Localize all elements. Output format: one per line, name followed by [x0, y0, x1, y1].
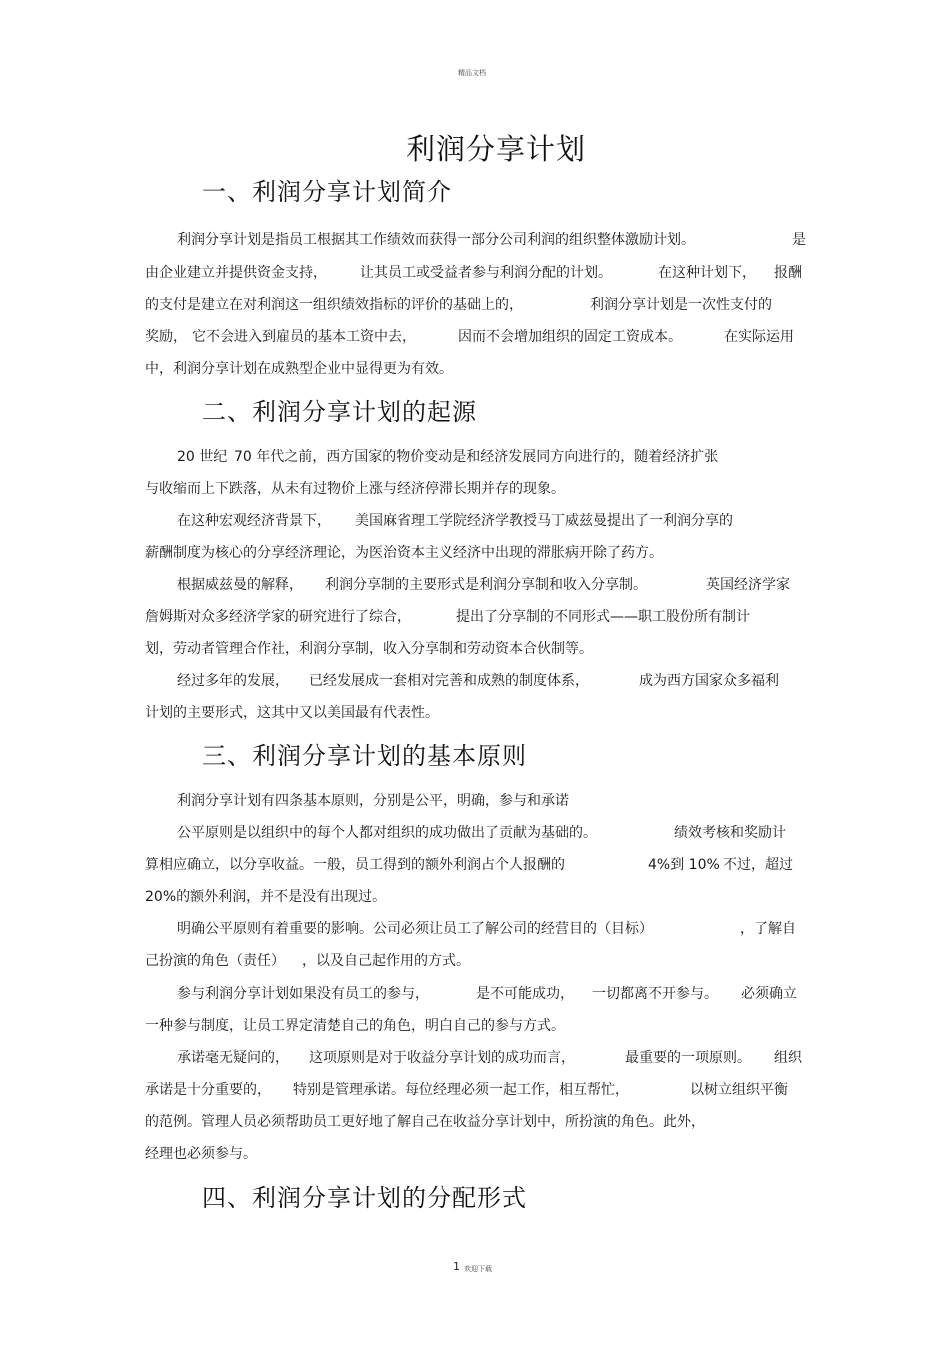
- text-line: 4%到 10%: [648, 857, 720, 873]
- text-line: 成为西方国家众多福利: [639, 673, 779, 689]
- text-line: 在实际运用: [724, 329, 794, 345]
- text-line: 特别是管理承诺。每位经理必须一起工作，相互帮忙，: [293, 1082, 629, 1098]
- text-line: 詹姆斯对众多经济学家的研究进行了综合，: [145, 609, 411, 625]
- text-line: 它不会进入到雇员的基本工资中去，: [192, 329, 416, 345]
- text-line: 因而不会增加组织的固定工资成本。: [458, 329, 682, 345]
- text-line: 划，劳动者管理合作社，利润分享制，收入分享制和劳动资本合伙制等。: [145, 641, 593, 657]
- text-line: 利润分享计划是一次性支付的: [590, 297, 772, 313]
- text-line: 20 世纪: [177, 449, 228, 465]
- text-line: 是不可能成功，: [476, 986, 574, 1002]
- text-line: 英国经济学家: [706, 577, 790, 593]
- text-line: 计划的主要形式，这其中又以美国最有代表性。: [145, 705, 439, 721]
- text-line: 这项原则是对于收益分享计划的成功而言，: [309, 1050, 575, 1066]
- text-line: 一切都离不开参与。: [592, 986, 718, 1002]
- text-line: 承诺是十分重要的，: [145, 1082, 271, 1098]
- text-line: 美国麻省理工学院经济学教授马丁威兹曼提出了一利润分享的: [355, 513, 733, 529]
- page-number: 1: [453, 1260, 460, 1273]
- text-line: 与收缩而上下跌落，从未有过物价上涨与经济停滞长期并存的现象。: [145, 481, 565, 497]
- text-line: 公平原则是以组织中的每个人都对组织的成功做出了贡献为基础的。: [177, 825, 597, 841]
- text-line: 组织: [774, 1050, 802, 1066]
- text-line: 20%的额外利润，并不是没有出现过。: [145, 889, 387, 905]
- text-line: 70 年代之前，西方国家的物价变动是和经济发展同方向进行的，随着经济扩张: [234, 449, 719, 465]
- text-line: 的范例。管理人员必须帮助员工更好地了解自己在收益分享计划中，所扮演的角色。此外，: [145, 1114, 705, 1130]
- text-line: 在这种宏观经济背景下，: [177, 513, 331, 529]
- text-line: 一种参与制度，让员工界定清楚自己的角色，明白自己的参与方式。: [145, 1018, 565, 1034]
- text-line: 最重要的一项原则。: [625, 1050, 751, 1066]
- text-line: ，以及自己起作用的方式。: [302, 953, 470, 969]
- text-line: 经过多年的发展，: [177, 673, 289, 689]
- page-title: 利润分享计划: [406, 132, 587, 166]
- text-line: 利润分享计划是指员工根据其工作绩效而获得一部分公司利润的组织整体激励计划。: [177, 232, 695, 248]
- text-line: 由企业建立并提供资金支持，: [145, 265, 327, 281]
- text-line: 的支付是建立在对利润这一组织绩效指标的评价的基础上的，: [145, 297, 523, 313]
- section-heading: 一、利润分享计划简介: [202, 178, 452, 206]
- text-line: 参与利润分享计划如果没有员工的参与，: [177, 986, 429, 1002]
- text-line: 承诺毫无疑问的，: [177, 1050, 289, 1066]
- text-line: 是: [792, 232, 806, 248]
- text-line: 明确公平原则有着重要的影响。公司必须让员工了解公司的经营目的（目标）: [177, 921, 653, 937]
- text-line: 己扮演的角色（责任）: [145, 953, 285, 969]
- text-line: 利润分享制的主要形式是利润分享制和收入分享制。: [325, 577, 647, 593]
- text-line: 奖励，: [145, 329, 187, 345]
- section-heading: 四、利润分享计划的分配形式: [202, 1184, 527, 1212]
- section-heading: 二、利润分享计划的起源: [202, 398, 477, 426]
- text-line: 让其员工或受益者参与利润分配的计划。: [360, 265, 612, 281]
- page-footer: 欢迎下载: [464, 1265, 492, 1273]
- text-line: 在这种计划下，: [658, 265, 756, 281]
- text-line: 根据威兹曼的解释，: [177, 577, 303, 593]
- text-line: 不过，超过: [723, 857, 793, 873]
- page-header: 精品文档: [458, 69, 486, 77]
- text-line: ，了解自: [740, 921, 796, 937]
- text-line: 以树立组织平衡: [690, 1082, 788, 1098]
- text-line: 绩效考核和奖励计: [674, 825, 786, 841]
- text-line: 已经发展成一套相对完善和成熟的制度体系，: [309, 673, 589, 689]
- text-line: 经理也必须参与。: [145, 1146, 257, 1162]
- text-line: 薪酬制度为核心的分享经济理论，为医治资本主义经济中出现的滞胀病开除了药方。: [145, 545, 663, 561]
- text-line: 中，利润分享计划在成熟型企业中显得更为有效。: [145, 361, 453, 377]
- text-line: 算相应确立，以分享收益。一般，员工得到的额外利润占个人报酬的: [145, 857, 565, 873]
- text-line: 必须确立: [741, 986, 797, 1002]
- text-line: 利润分享计划有四条基本原则，分别是公平，明确，参与和承诺: [177, 793, 569, 809]
- text-line: 提出了分享制的不同形式——职工股份所有制计: [456, 609, 750, 625]
- section-heading: 三、利润分享计划的基本原则: [202, 742, 527, 770]
- text-line: 报酬: [774, 265, 802, 281]
